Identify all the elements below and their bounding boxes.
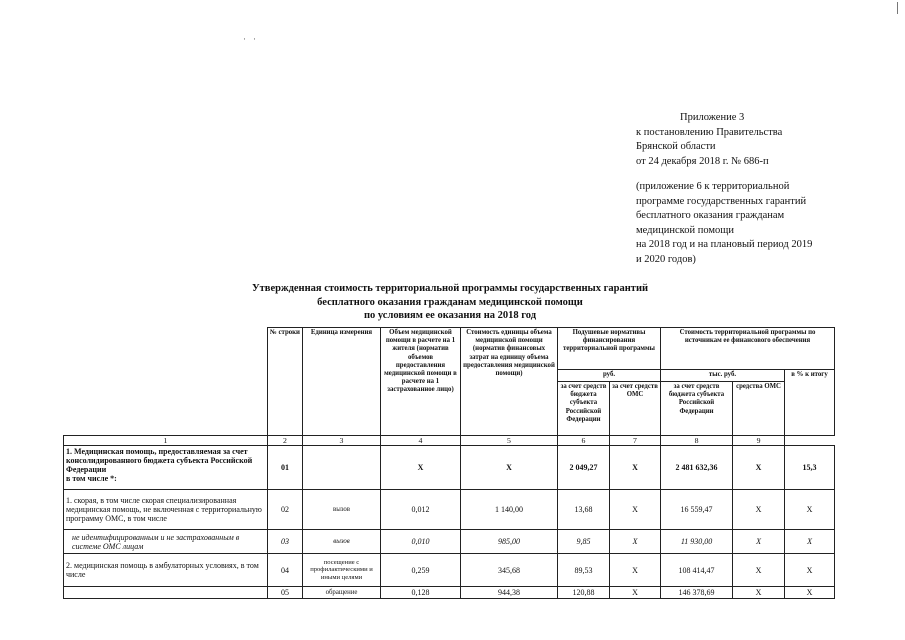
table-row: [64, 446, 835, 490]
row-volume: X: [381, 446, 461, 490]
scan-edge-mark: [897, 2, 898, 14]
row-cost: X: [461, 446, 558, 490]
row-oms-total: X: [733, 554, 785, 587]
table-row: [64, 490, 835, 530]
row-oms-total: X: [733, 446, 785, 490]
row-no: 03: [268, 530, 303, 554]
title-line: бесплатного оказания гражданам медицинской помощи: [317, 296, 583, 308]
header-program-cost: Стоимость территориальной программы по источникам ее финансового обеспечения: [661, 328, 835, 370]
col-number: 4: [381, 436, 461, 446]
col-number: 6: [558, 436, 610, 446]
header-row-no: № строки: [268, 328, 303, 436]
row-oms: X: [610, 490, 661, 530]
col-number: 5: [461, 436, 558, 446]
row-volume: 0,128: [381, 587, 461, 599]
table-row: [64, 554, 835, 587]
header-budget: за счет средств бюджета субъекта Российской Федерации: [558, 382, 610, 436]
row-name: 1. скорая, в том числе скорая специализированная медицинская помощь, не включенная с территориальную программу ОМС, в том числе: [64, 490, 268, 530]
row-name: не идентифицированным и не застрахованным в системе ОМС лицам: [64, 530, 268, 554]
document-title: [220, 282, 680, 323]
row-unit: вызов: [303, 490, 381, 530]
col-number: 1: [64, 436, 268, 446]
row-no: 05: [268, 587, 303, 599]
row-percent: X: [785, 530, 835, 554]
row-oms: X: [610, 554, 661, 587]
row-unit: посещение с профилактическими и иными целями: [303, 554, 381, 587]
title-line: по условиям ее оказания на 2018 год: [363, 310, 537, 321]
row-no: 01: [268, 446, 303, 490]
row-cost: 1 140,00: [461, 490, 558, 530]
row-budget: 9,85: [558, 530, 610, 554]
row-budget-total: 11 930,00: [661, 530, 733, 554]
row-unit: [303, 446, 381, 490]
row-oms: X: [610, 446, 661, 490]
row-budget-total: 16 559,47: [661, 490, 733, 530]
scan-speck: ·: [243, 34, 246, 44]
row-percent: X: [785, 554, 835, 587]
table-row: [64, 587, 835, 599]
row-budget-total: 108 414,47: [661, 554, 733, 587]
header-percent: в % к итогу: [785, 370, 835, 436]
appendix-block: [636, 111, 782, 169]
row-name-text: 1. Медицинская помощь, предоставляемая за счет консолидированного бюджета субъекта Российской Федерации: [66, 447, 253, 474]
row-name-suffix: в том числе *:: [66, 474, 117, 483]
header-volume: Объем медицинской помощи в расчете на 1 жителя (норматив объемов предоставления медицинской помощи в расчете на 1 застрахованное лицо): [381, 328, 461, 436]
row-oms-total: X: [733, 587, 785, 599]
row-name: [64, 587, 268, 599]
header-unit: Единица измерения: [303, 328, 381, 436]
header-thous-rub: тыс. руб.: [661, 370, 785, 382]
col-number: 2: [268, 436, 303, 446]
appendix-line: к постановлению Правительства: [636, 126, 783, 138]
row-budget: 2 049,27: [558, 446, 610, 490]
col-number: 9: [733, 436, 785, 446]
row-oms: X: [610, 530, 661, 554]
row-oms-total: X: [733, 490, 785, 530]
row-cost: 944,38: [461, 587, 558, 599]
row-no: 04: [268, 554, 303, 587]
row-volume: 0,259: [381, 554, 461, 587]
title-line: Утвержденная стоимость территориальной программы государственных гарантий: [251, 283, 649, 294]
row-budget: 13,68: [558, 490, 610, 530]
note-line: и 2020 годов): [636, 253, 696, 265]
table-row: [64, 530, 835, 554]
appendix-line: Брянской области: [636, 141, 716, 152]
header-oms: за счет средств ОМС: [610, 382, 661, 436]
row-cost: 345,68: [461, 554, 558, 587]
header-blank-cell: [64, 328, 268, 436]
row-unit: обращение: [303, 587, 381, 599]
row-budget-total: 146 378,69: [661, 587, 733, 599]
row-name: [64, 446, 268, 490]
header-per-capita: Подушевые нормативы финансирования территориальной программы: [558, 328, 661, 370]
appendix-line: от 24 декабря 2018 г. № 686-п: [636, 155, 769, 167]
appendix-line: Приложение 3: [680, 112, 745, 123]
scan-speck: ·: [253, 34, 256, 44]
note-line: на 2018 год и на плановый период 2019: [636, 239, 813, 250]
header-rub: руб.: [558, 370, 661, 382]
col-number: 8: [661, 436, 733, 446]
header-cost: Стоимость единицы объема медицинской помощи (норматив финансовых затрат на единицу объема предоставления медицинской помощи): [461, 328, 558, 436]
row-budget: 120,88: [558, 587, 610, 599]
note-line: бесплатного оказания гражданам: [636, 210, 785, 221]
cost-table: [63, 327, 835, 599]
row-percent: 15,3: [785, 446, 835, 490]
header-budget-total: за счет средств бюджета субъекта Российской Федерации: [661, 382, 733, 436]
row-volume: 0,012: [381, 490, 461, 530]
note-line: программе государственных гарантий: [636, 195, 807, 207]
row-percent: X: [785, 587, 835, 599]
note-line: медицинской помощи: [636, 224, 734, 236]
row-oms: X: [610, 587, 661, 599]
row-volume: 0,010: [381, 530, 461, 554]
col-number: 7: [610, 436, 661, 446]
row-cost: 985,00: [461, 530, 558, 554]
header-oms-total: средства ОМС: [733, 382, 785, 436]
row-oms-total: X: [733, 530, 785, 554]
row-no: 02: [268, 490, 303, 530]
row-budget-total: 2 481 632,36: [661, 446, 733, 490]
row-unit: вызов: [303, 530, 381, 554]
appendix-note: [636, 180, 812, 267]
row-name: 2. медицинская помощь в амбулаторных условиях, в том числе: [64, 554, 268, 587]
col-number: 3: [303, 436, 381, 446]
note-line: (приложение 6 к территориальной: [636, 181, 790, 192]
row-percent: X: [785, 490, 835, 530]
row-budget: 89,53: [558, 554, 610, 587]
